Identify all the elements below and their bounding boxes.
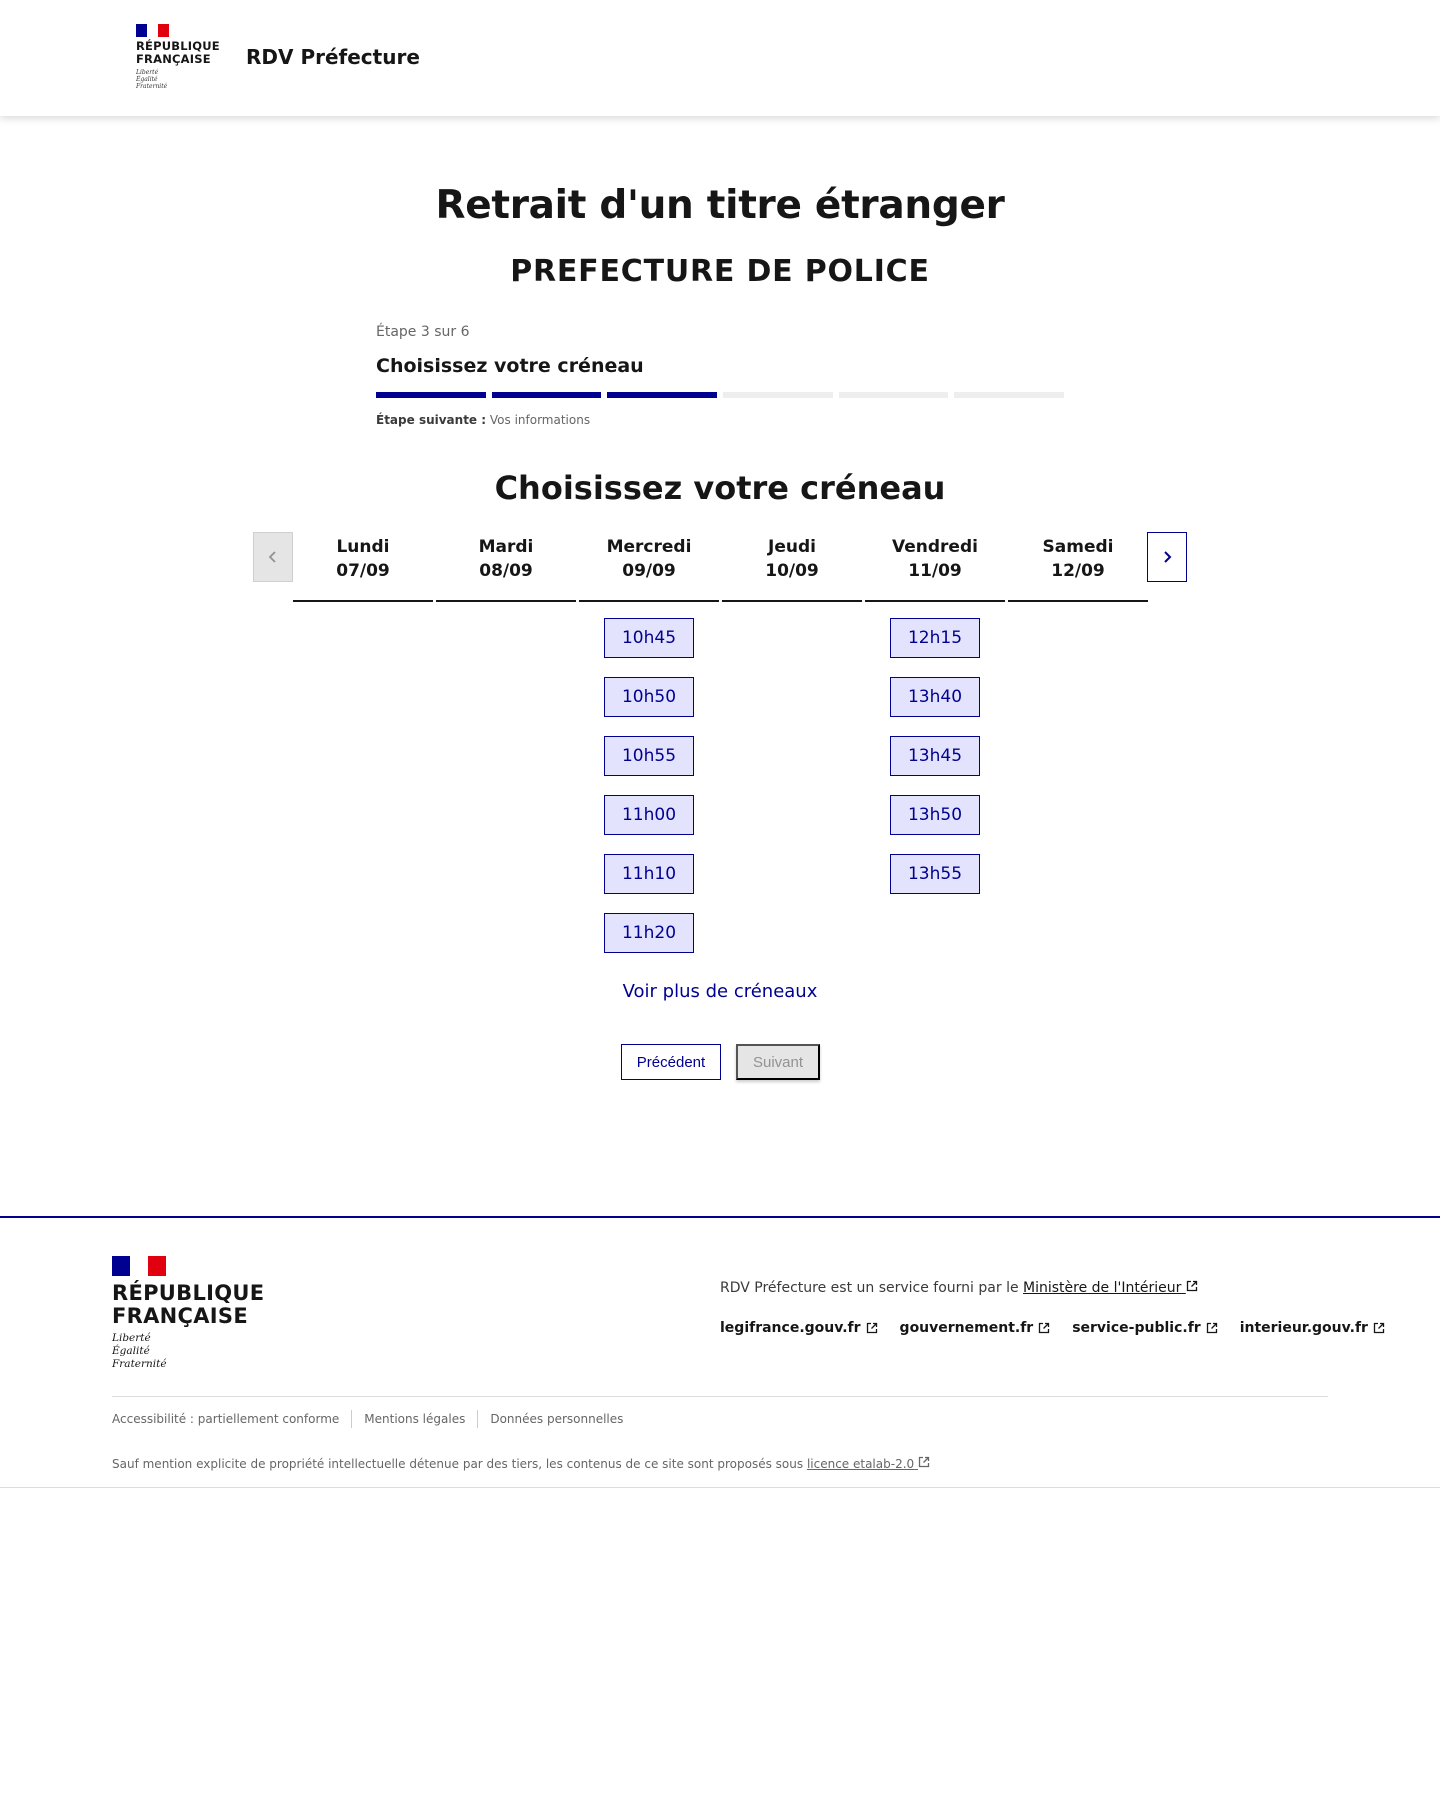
slot-list [865, 602, 1005, 894]
day-column [722, 532, 862, 618]
site-header [0, 0, 1440, 116]
see-more-slots-link[interactable]: Voir plus de créneaux [622, 981, 818, 1002]
next-step-info [376, 412, 1064, 428]
day-name: Mercredi [606, 537, 692, 557]
day-header [865, 532, 1005, 602]
logo-text [136, 39, 220, 66]
time-slot-button[interactable]: 10h55 [604, 736, 694, 776]
time-slot-button[interactable]: 10h50 [604, 677, 694, 717]
next-step-label: Étape suivante : [376, 413, 487, 427]
motto-fraternite: Fraternité [136, 83, 168, 90]
republique-francaise-logo[interactable] [136, 24, 220, 90]
previous-button[interactable]: Précédent [621, 1044, 721, 1080]
footer-partner-links [720, 1320, 1385, 1336]
footer-logo[interactable] [112, 1256, 264, 1371]
day-header [436, 532, 576, 602]
service-name-link[interactable]: RDV Préfecture [246, 45, 420, 69]
ministere-link[interactable] [1023, 1280, 1198, 1296]
footer-partner-link-label: service-public.fr [1072, 1320, 1201, 1336]
previous-days-button[interactable] [253, 532, 293, 582]
footer-motto [112, 1332, 264, 1371]
step-bar-4 [723, 392, 833, 398]
footer-description-text: RDV Préfecture est un service fourni par le [720, 1280, 1019, 1296]
day-name: Vendredi [892, 537, 978, 557]
footer-bottom-links [112, 1410, 635, 1428]
day-column [436, 532, 576, 618]
step-progress-bar [376, 392, 1064, 398]
site-footer [0, 1216, 1440, 1488]
motto-liberte: Liberté [136, 69, 159, 76]
footer-license [112, 1456, 930, 1472]
day-date: 11/09 [908, 561, 962, 581]
external-link-icon [918, 1456, 930, 1468]
time-slot-button[interactable]: 13h50 [890, 795, 980, 835]
day-column [865, 532, 1005, 894]
marianne-flag-icon [136, 24, 216, 37]
license-text: Sauf mention explicite de propriété intellectuelle détenue par des tiers, les contenus de ce site sont proposés sous [112, 1457, 804, 1471]
footer-partner-link[interactable] [900, 1320, 1051, 1336]
footer-description [720, 1278, 1198, 1298]
step-bar-6 [954, 392, 1064, 398]
external-link-icon [1373, 1322, 1385, 1334]
step-bar-3 [607, 392, 717, 398]
day-header [293, 532, 433, 602]
footer-bottom-link[interactable]: Accessibilité : partiellement conforme [112, 1412, 340, 1426]
day-date: 07/09 [336, 561, 390, 581]
chevron-right-icon [1160, 550, 1174, 564]
logo-motto [136, 69, 216, 90]
footer-bottom-link[interactable]: Mentions légales [351, 1410, 477, 1428]
day-name: Jeudi [768, 537, 816, 557]
footer-partner-link[interactable] [1072, 1320, 1217, 1336]
day-date: 12/09 [1051, 561, 1105, 581]
ministere-link-label: Ministère de l'Intérieur [1023, 1280, 1182, 1296]
footer-logo-line-1: RÉPUBLIQUE [112, 1281, 265, 1305]
step-bar-2 [492, 392, 602, 398]
slot-list [436, 602, 576, 618]
day-column [579, 532, 719, 953]
day-header [722, 532, 862, 602]
slot-list [722, 602, 862, 618]
footer-partner-link-label: interieur.gouv.fr [1239, 1320, 1368, 1336]
step-bar-5 [839, 392, 949, 398]
logo-line-2: FRANÇAISE [136, 52, 211, 66]
footer-partner-link-label: legifrance.gouv.fr [720, 1320, 861, 1336]
footer-partner-link[interactable] [1240, 1320, 1385, 1336]
slot-list [1008, 602, 1148, 618]
footer-partner-link[interactable] [720, 1320, 878, 1336]
day-header [1008, 532, 1148, 602]
external-link-icon [1206, 1322, 1218, 1334]
step-bar-1 [376, 392, 486, 398]
motto-egalite: Égalité [136, 76, 158, 83]
license-link-label: licence etalab-2.0 [806, 1457, 915, 1471]
day-column [293, 532, 433, 618]
footer-motto-egalite: Égalité [112, 1345, 150, 1357]
footer-bottom-link[interactable]: Données personnelles [477, 1410, 635, 1428]
day-name: Lundi [336, 537, 390, 557]
footer-logo-text [112, 1282, 264, 1328]
time-slot-button[interactable]: 13h40 [890, 677, 980, 717]
next-days-button[interactable] [1147, 532, 1187, 582]
logo-line-1: RÉPUBLIQUE [136, 39, 220, 53]
day-name: Samedi [1042, 537, 1114, 557]
day-date: 08/09 [479, 561, 533, 581]
footer-motto-liberte: Liberté [112, 1332, 151, 1344]
next-button[interactable]: Suivant [736, 1044, 820, 1080]
next-step-value: Vos informations [489, 413, 591, 427]
slot-list [293, 602, 433, 618]
stepper [376, 322, 1064, 428]
time-slot-button[interactable]: 11h20 [604, 913, 694, 953]
day-date: 09/09 [622, 561, 676, 581]
page-subtitle: PREFECTURE DE POLICE [510, 254, 930, 289]
time-slot-button[interactable]: 11h00 [604, 795, 694, 835]
day-header [579, 532, 719, 602]
time-slot-button[interactable]: 13h45 [890, 736, 980, 776]
time-slot-button[interactable]: 12h15 [890, 618, 980, 658]
day-column [1008, 532, 1148, 618]
day-name: Mardi [478, 537, 534, 557]
footer-motto-fraternite: Fraternité [112, 1358, 167, 1370]
footer-divider [112, 1396, 1328, 1397]
step-title: Choisissez votre créneau [376, 355, 644, 377]
external-link-icon [1186, 1280, 1198, 1292]
footer-logo-line-2: FRANÇAISE [112, 1304, 248, 1328]
day-date: 10/09 [765, 561, 819, 581]
time-slot-button[interactable]: 11h10 [604, 854, 694, 894]
calendar-heading: Choisissez votre créneau [494, 469, 946, 507]
external-link-icon [1038, 1322, 1050, 1334]
footer-partner-link-label: gouvernement.fr [899, 1320, 1034, 1336]
step-count: Étape 3 sur 6 [376, 324, 470, 340]
external-link-icon [866, 1322, 878, 1334]
chevron-left-icon [266, 550, 280, 564]
slot-list [579, 602, 719, 953]
license-link[interactable] [807, 1457, 930, 1471]
time-slot-button[interactable]: 10h45 [604, 618, 694, 658]
time-slot-button[interactable]: 13h55 [890, 854, 980, 894]
page-title: Retrait d'un titre étranger [435, 183, 1005, 228]
marianne-flag-icon [112, 1256, 264, 1276]
